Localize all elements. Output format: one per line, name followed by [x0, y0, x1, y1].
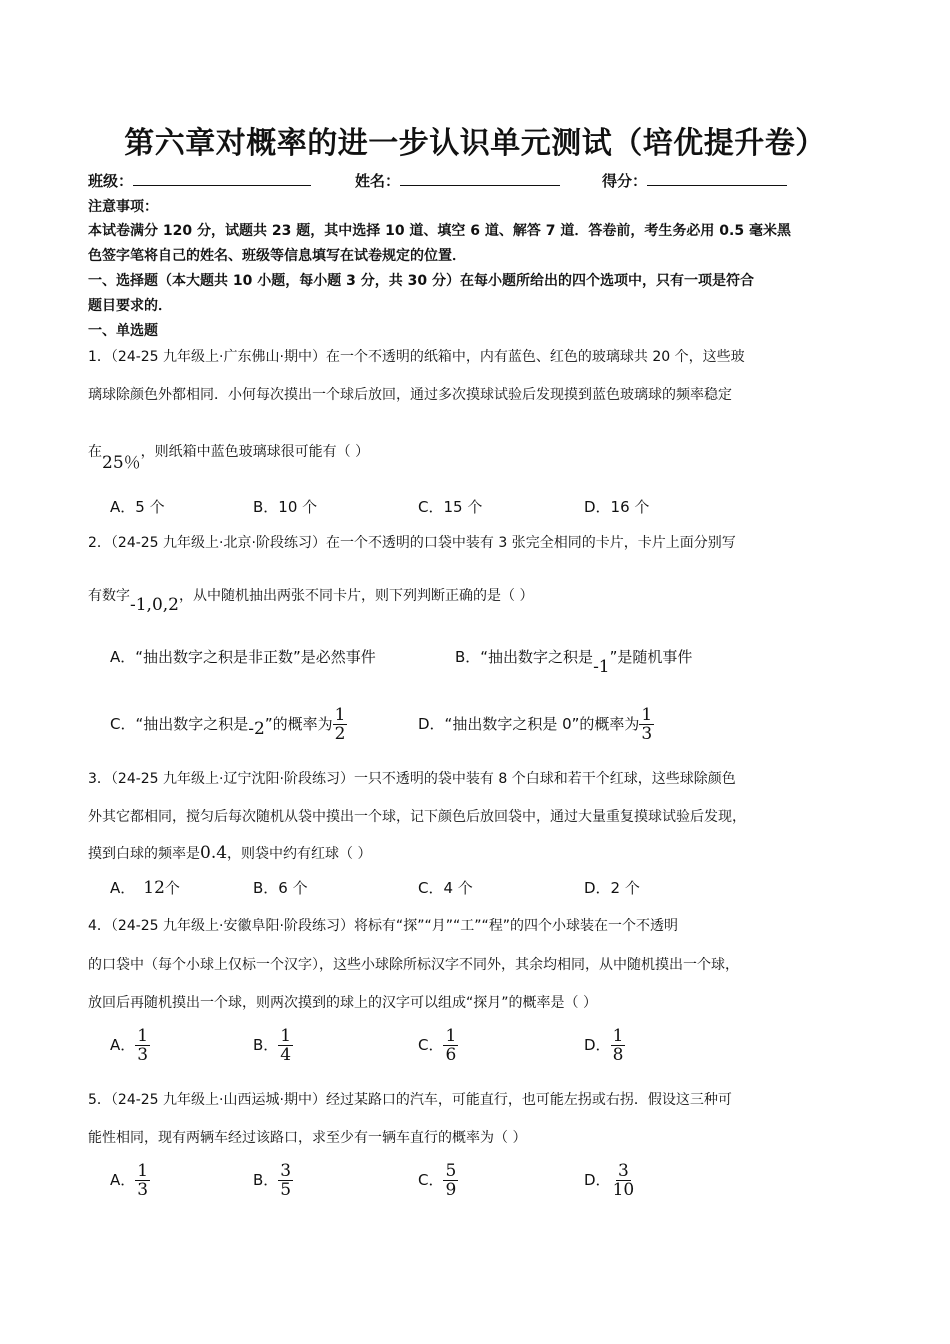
score-blank[interactable]	[647, 171, 787, 186]
q3-frequency: 0.4	[200, 843, 228, 863]
q5-option-d[interactable]	[584, 1162, 636, 1199]
q2-numbers: -1,0,2	[130, 595, 179, 615]
q2-line-1: 2．（24-25 九年级上·北京·阶段练习）在一个不透明的口袋中装有 3 张完全相同的卡片，卡片上面分别写	[88, 535, 736, 551]
class-blank[interactable]	[133, 171, 311, 186]
q5-option-b[interactable]	[253, 1162, 293, 1199]
fraction-numerator: 1	[137, 1026, 149, 1046]
q5-option-a[interactable]	[110, 1162, 150, 1199]
fraction-numerator: 1	[445, 1026, 457, 1046]
q1-line-1: 1．（24-25 九年级上·广东佛山·期中）在一个不透明的纸箱中，内有蓝色、红色的玻璃球共 20 个，这些玻	[88, 349, 745, 365]
q2-option-d-pre: D．“抽出数字之积是 0”的概率为	[418, 715, 640, 733]
q3-option-d[interactable]: D．2 个	[584, 879, 640, 897]
q3-option-a-unit: 个	[164, 879, 180, 897]
q3-option-c[interactable]: C．4 个	[418, 879, 473, 897]
option-label: C．	[418, 1036, 444, 1054]
name-label: 姓名：	[355, 172, 401, 190]
q4-option-b-fraction	[278, 1027, 293, 1064]
page-title: 第六章对概率的进一步认识单元测试（培优提升卷）	[124, 126, 826, 161]
q4-option-b[interactable]	[253, 1027, 293, 1064]
score-field	[602, 170, 787, 191]
q5-line-1: 5．（24-25 九年级上·山西运城·期中）经过某路口的汽车，可能直行，也可能左拐或右拐．假设这三种可	[88, 1092, 732, 1108]
score-label: 得分：	[602, 172, 648, 190]
name-blank[interactable]	[400, 171, 560, 186]
q1-line-2: 璃球除颜色外都相同．小何每次摸出一个球后放回，通过多次摸球试验后发现摸到蓝色玻璃球的频率稳定	[88, 387, 732, 403]
q2-option-b-pre: B．“抽出数字之积是	[455, 648, 594, 666]
q1-line-3	[88, 436, 370, 473]
q4-option-a-fraction	[135, 1027, 150, 1064]
option-label: A．	[110, 1036, 136, 1054]
notes-line-1: 本试卷满分 120 分，试题共 23 题，其中选择 10 道、填空 6 道、解答 7 道．答卷前，考生务必用 0.5 毫米黑	[88, 223, 791, 239]
q4-line-1: 4．（24-25 九年级上·安徽阜阳·阶段练习）将标有“探”“月”“工”“程”的四个小球装在一个不透明	[88, 918, 678, 934]
notes-line-2: 色签字笔将自己的姓名、班级等信息填写在试卷规定的位置．	[88, 248, 466, 264]
q3-line-3-post: ，则袋中约有红球（ ）	[227, 846, 372, 862]
q5-option-b-fraction	[278, 1162, 293, 1199]
q3-option-a[interactable]	[110, 877, 180, 898]
option-label: D．	[584, 1036, 611, 1054]
q1-option-d[interactable]: D．16 个	[584, 498, 650, 516]
fraction-denominator: 6	[445, 1045, 457, 1065]
section-subheading: 一、单选题	[88, 323, 158, 339]
fraction-numerator: 1	[641, 705, 653, 725]
q2-option-c-post: ”的概率为	[264, 715, 333, 733]
q1-percent: 25％	[102, 453, 141, 473]
class-label: 班级：	[88, 172, 134, 190]
q1-line-3-post: ，则纸箱中蓝色玻璃球很可能有（ ）	[140, 444, 370, 460]
option-label: D．	[584, 1171, 611, 1189]
q2-line-2-pre: 有数字	[88, 588, 130, 604]
fraction-numerator: 1	[612, 1026, 624, 1046]
q2-option-c-fraction	[333, 706, 348, 743]
fraction-numerator: 1	[334, 705, 346, 725]
q2-option-b-value: -1	[593, 657, 610, 677]
fraction-numerator: 3	[280, 1161, 292, 1181]
option-label: C．	[418, 1171, 444, 1189]
q2-option-b[interactable]	[455, 646, 693, 677]
q2-option-c-pre: C．“抽出数字之积是	[110, 715, 249, 733]
q1-option-b[interactable]: B．10 个	[253, 498, 318, 516]
q3-option-a-label: A．	[110, 879, 136, 897]
notes-heading: 注意事项：	[88, 199, 158, 215]
option-label: B．	[253, 1036, 279, 1054]
q3-line-3	[88, 843, 372, 863]
fraction-denominator: 10	[612, 1180, 635, 1200]
q3-line-1: 3．（24-25 九年级上·辽宁沈阳·阶段练习）一只不透明的袋中装有 8 个白球和若干个红球，这些球除颜色	[88, 771, 736, 787]
q1-line-3-pre: 在	[88, 444, 102, 460]
section-line-1: 一、选择题（本大题共 10 小题，每小题 3 分，共 30 分）在每小题所给出的四个选项中，只有一项是符合	[88, 273, 754, 289]
q2-option-c[interactable]	[110, 706, 347, 743]
q2-option-d[interactable]	[418, 706, 654, 743]
fraction-denominator: 3	[641, 724, 653, 744]
q4-line-3: 放回后再随机摸出一个球，则两次摸到的球上的汉字可以组成“探月”的概率是（ ）	[88, 995, 597, 1011]
fraction-numerator: 5	[445, 1161, 457, 1181]
fraction-denominator: 5	[280, 1180, 292, 1200]
q3-option-a-value: 12	[143, 878, 165, 898]
q5-line-2: 能性相同，现有两辆车经过该路口，求至少有一辆车直行的概率为（ ）	[88, 1130, 527, 1146]
fraction-numerator: 3	[617, 1161, 629, 1181]
q4-option-c-fraction	[443, 1027, 458, 1064]
q3-option-b[interactable]: B．6 个	[253, 879, 308, 897]
q2-line-2-post: ，从中随机抽出两张不同卡片，则下列判断正确的是（ ）	[179, 588, 534, 604]
fraction-denominator: 3	[137, 1045, 149, 1065]
q2-line-2	[88, 585, 534, 615]
q1-option-a[interactable]: A．5 个	[110, 498, 165, 516]
q3-line-3-pre: 摸到白球的频率是	[88, 846, 200, 862]
q5-option-a-fraction	[135, 1162, 150, 1199]
q1-option-c[interactable]: C．15 个	[418, 498, 483, 516]
fraction-denominator: 2	[334, 724, 346, 744]
q4-line-2: 的口袋中（每个小球上仅标一个汉字），这些小球除所标汉字不同外，其余均相同，从中随机摸出一个球，	[88, 957, 739, 973]
fraction-denominator: 3	[137, 1180, 149, 1200]
fraction-denominator: 9	[445, 1180, 457, 1200]
q5-option-d-fraction	[611, 1162, 637, 1199]
name-field	[355, 170, 560, 191]
fraction-denominator: 4	[280, 1045, 292, 1065]
fraction-numerator: 1	[137, 1161, 149, 1181]
option-label: B．	[253, 1171, 279, 1189]
class-field	[88, 170, 311, 191]
q4-option-c[interactable]	[418, 1027, 458, 1064]
q2-option-b-post: ”是随机事件	[609, 648, 693, 666]
q2-option-d-fraction	[639, 706, 654, 743]
q5-option-c[interactable]	[418, 1162, 458, 1199]
fraction-denominator: 8	[612, 1045, 624, 1065]
q4-option-a[interactable]	[110, 1027, 150, 1064]
q4-option-d[interactable]	[584, 1027, 625, 1064]
option-label: A．	[110, 1171, 136, 1189]
q2-option-a[interactable]: A．“抽出数字之积是非正数”是必然事件	[110, 648, 376, 666]
q3-line-2: 外其它都相同，搅匀后每次随机从袋中摸出一个球，记下颜色后放回袋中，通过大量重复摸球试验后发现，	[88, 809, 746, 825]
fraction-numerator: 1	[280, 1026, 292, 1046]
q4-option-d-fraction	[611, 1027, 626, 1064]
q5-option-c-fraction	[443, 1162, 458, 1199]
q2-option-c-value: -2	[248, 719, 265, 739]
section-line-2: 题目要求的．	[88, 298, 172, 314]
